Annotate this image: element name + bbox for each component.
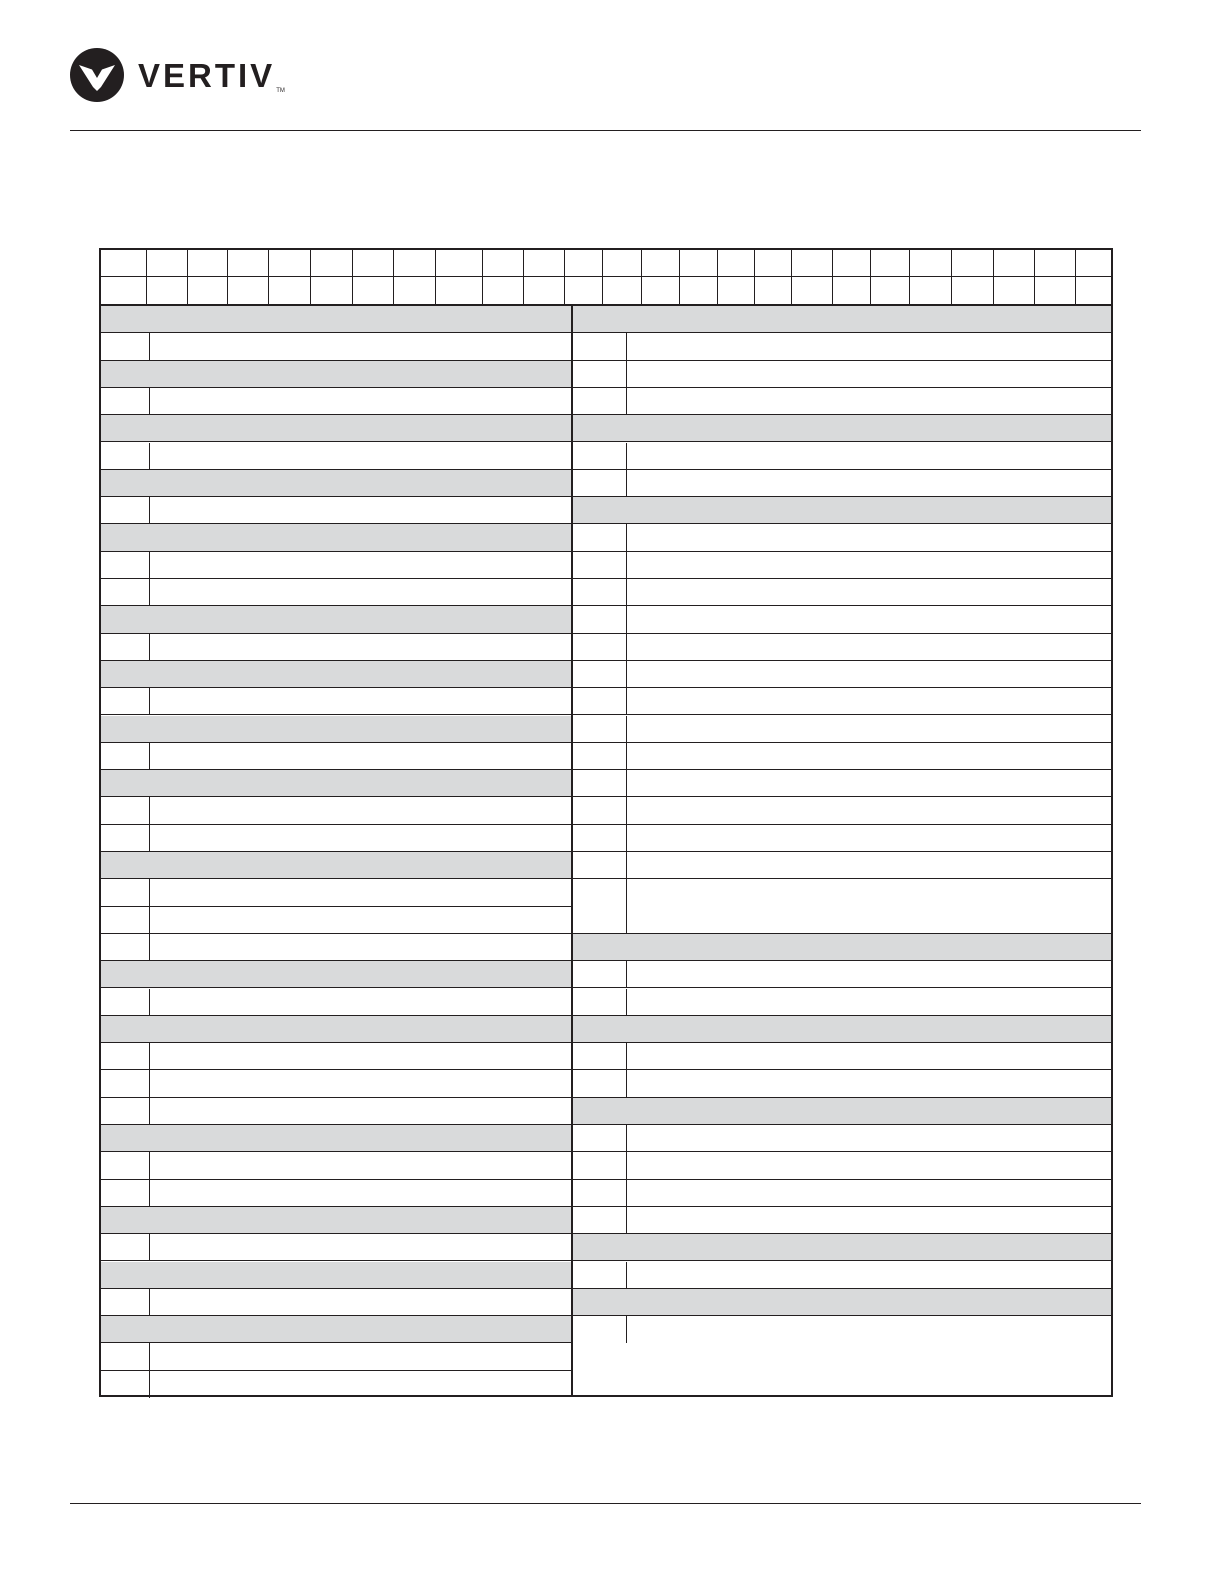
left-option-row [101,934,571,961]
left-option-row [101,388,571,415]
option-code-cell [101,1234,150,1260]
left-section-header [101,524,571,551]
code-grid-divider [310,250,311,304]
right-option-row [573,552,1111,579]
option-code-cell [101,797,150,823]
right-option-row [573,797,1111,824]
left-section-header [101,1125,571,1152]
option-code-cell [573,634,627,660]
trademark-mark: TM [276,87,285,94]
option-code-cell [573,852,627,878]
option-code-cell [101,907,150,933]
left-option-row [101,989,571,1016]
option-code-cell [101,1371,150,1398]
option-code-cell [101,579,150,605]
right-section-header [573,497,1111,524]
option-code-cell [573,743,627,769]
right-option-row [573,361,1111,388]
code-grid-divider [435,250,436,304]
left-section-header [101,1262,571,1289]
option-code-cell [101,552,150,578]
option-code-cell [573,388,627,414]
right-option-row [573,443,1111,470]
left-option-row [101,907,571,934]
option-code-cell [573,361,627,387]
code-grid-divider [679,250,680,304]
right-option-row [573,770,1111,797]
option-code-cell [101,1152,150,1178]
code-grid-divider [393,250,394,304]
option-code-cell [573,579,627,605]
model-code-grid [99,248,1113,304]
right-option-row [573,1262,1111,1289]
left-option-row [101,1098,571,1125]
option-code-cell [573,1043,627,1069]
left-section-header [101,961,571,988]
right-section-header [573,1289,1111,1316]
right-option-row [573,634,1111,661]
left-option-row [101,1371,571,1398]
left-section-header [101,306,571,333]
right-option-row [573,579,1111,606]
code-grid-divider [482,250,483,304]
option-code-cell [573,1152,627,1178]
right-section-header [573,934,1111,961]
option-code-cell [573,661,627,687]
right-option-row [573,1152,1111,1179]
code-grid-divider [564,250,565,304]
code-grid-divider [1075,250,1076,304]
right-option-row [573,388,1111,415]
right-column [571,306,1111,1395]
left-option-row [101,634,571,661]
right-option-row [573,661,1111,688]
right-option-row [573,825,1111,852]
option-code-cell [573,879,627,933]
code-grid-divider [909,250,910,304]
option-code-cell [101,388,150,414]
right-section-header [573,415,1111,442]
right-option-row [573,743,1111,770]
right-option-row [573,716,1111,743]
code-grid-divider [754,250,755,304]
left-option-row [101,1343,571,1370]
option-code-cell [573,470,627,496]
left-option-row [101,797,571,824]
code-grid-divider [268,250,269,304]
left-option-row [101,1234,571,1261]
code-grid-divider [641,250,642,304]
option-code-cell [573,797,627,823]
option-code-cell [573,825,627,851]
code-grid-divider [602,250,603,304]
code-grid-divider [146,250,147,304]
option-code-cell [573,552,627,578]
option-code-cell [573,989,627,1015]
code-grid-divider [791,250,792,304]
left-section-header [101,1316,571,1343]
right-option-row [573,879,1111,934]
option-code-cell [101,1043,150,1069]
left-section-header [101,1016,571,1043]
option-code-cell [101,497,150,523]
right-option-row [573,1125,1111,1152]
left-option-row [101,688,571,715]
code-grid-divider [951,250,952,304]
code-grid-row-divider [101,276,1111,277]
option-code-cell [573,1262,627,1288]
vertiv-chevron-logo-icon [70,48,124,102]
left-option-row [101,1152,571,1179]
left-option-row [101,1070,571,1097]
option-code-cell [573,1070,627,1096]
right-option-row [573,1043,1111,1070]
right-section-header [573,306,1111,333]
brand-name [138,56,285,94]
code-grid-divider [523,250,524,304]
option-code-cell [101,825,150,851]
configuration-form-table [99,304,1113,1397]
right-section-header [573,1234,1111,1261]
code-grid-divider [1034,250,1035,304]
option-code-cell [101,1070,150,1096]
option-code-cell [573,606,627,632]
option-code-cell [573,524,627,550]
option-code-cell [101,443,150,469]
left-option-row [101,443,571,470]
left-option-row [101,497,571,524]
code-grid-divider [870,250,871,304]
left-option-row [101,1289,571,1316]
option-code-cell [573,770,627,796]
option-code-cell [101,879,150,905]
left-column [101,306,571,1395]
right-section-header [573,1016,1111,1043]
code-grid-divider [717,250,718,304]
right-option-row [573,1180,1111,1207]
right-option-row [573,1316,1111,1343]
option-code-cell [573,1125,627,1151]
option-code-cell [101,989,150,1015]
header-divider [70,130,1141,131]
left-section-header [101,361,571,388]
option-code-cell [573,961,627,987]
left-section-header [101,606,571,633]
right-option-row [573,606,1111,633]
code-grid-divider [187,250,188,304]
right-option-row [573,688,1111,715]
right-option-row [573,333,1111,360]
left-option-row [101,879,571,906]
option-code-cell [101,1098,150,1124]
left-section-header [101,716,571,743]
option-code-cell [101,743,150,769]
left-option-row [101,743,571,770]
option-code-cell [573,1207,627,1233]
option-code-cell [573,1180,627,1206]
option-code-cell [101,634,150,660]
right-option-row [573,961,1111,988]
right-option-row [573,852,1111,879]
left-option-row [101,552,571,579]
left-section-header [101,770,571,797]
right-option-row [573,1207,1111,1234]
option-code-cell [101,1289,150,1315]
right-option-row [573,989,1111,1016]
option-code-cell [573,1316,627,1343]
option-code-cell [101,333,150,359]
vertiv-logo [70,48,285,102]
left-section-header [101,852,571,879]
left-option-row [101,579,571,606]
option-code-cell [573,688,627,714]
option-code-cell [101,1343,150,1369]
right-option-row [573,470,1111,497]
right-option-row [573,524,1111,551]
option-code-cell [101,688,150,714]
option-code-cell [573,716,627,742]
left-option-row [101,1043,571,1070]
left-option-row [101,1180,571,1207]
right-section-header [573,1098,1111,1125]
left-option-row [101,333,571,360]
code-grid-divider [352,250,353,304]
left-section-header [101,661,571,688]
option-code-cell [101,1180,150,1206]
code-grid-divider [227,250,228,304]
left-option-row [101,825,571,852]
left-section-header [101,415,571,442]
option-code-cell [573,443,627,469]
option-code-cell [101,934,150,960]
code-grid-divider [993,250,994,304]
left-section-header [101,1207,571,1234]
code-grid-divider [832,250,833,304]
left-section-header [101,470,571,497]
right-option-row [573,1070,1111,1097]
option-code-cell [573,333,627,359]
footer-divider [70,1503,1141,1504]
brand-name-text: VERTIV [138,56,276,94]
